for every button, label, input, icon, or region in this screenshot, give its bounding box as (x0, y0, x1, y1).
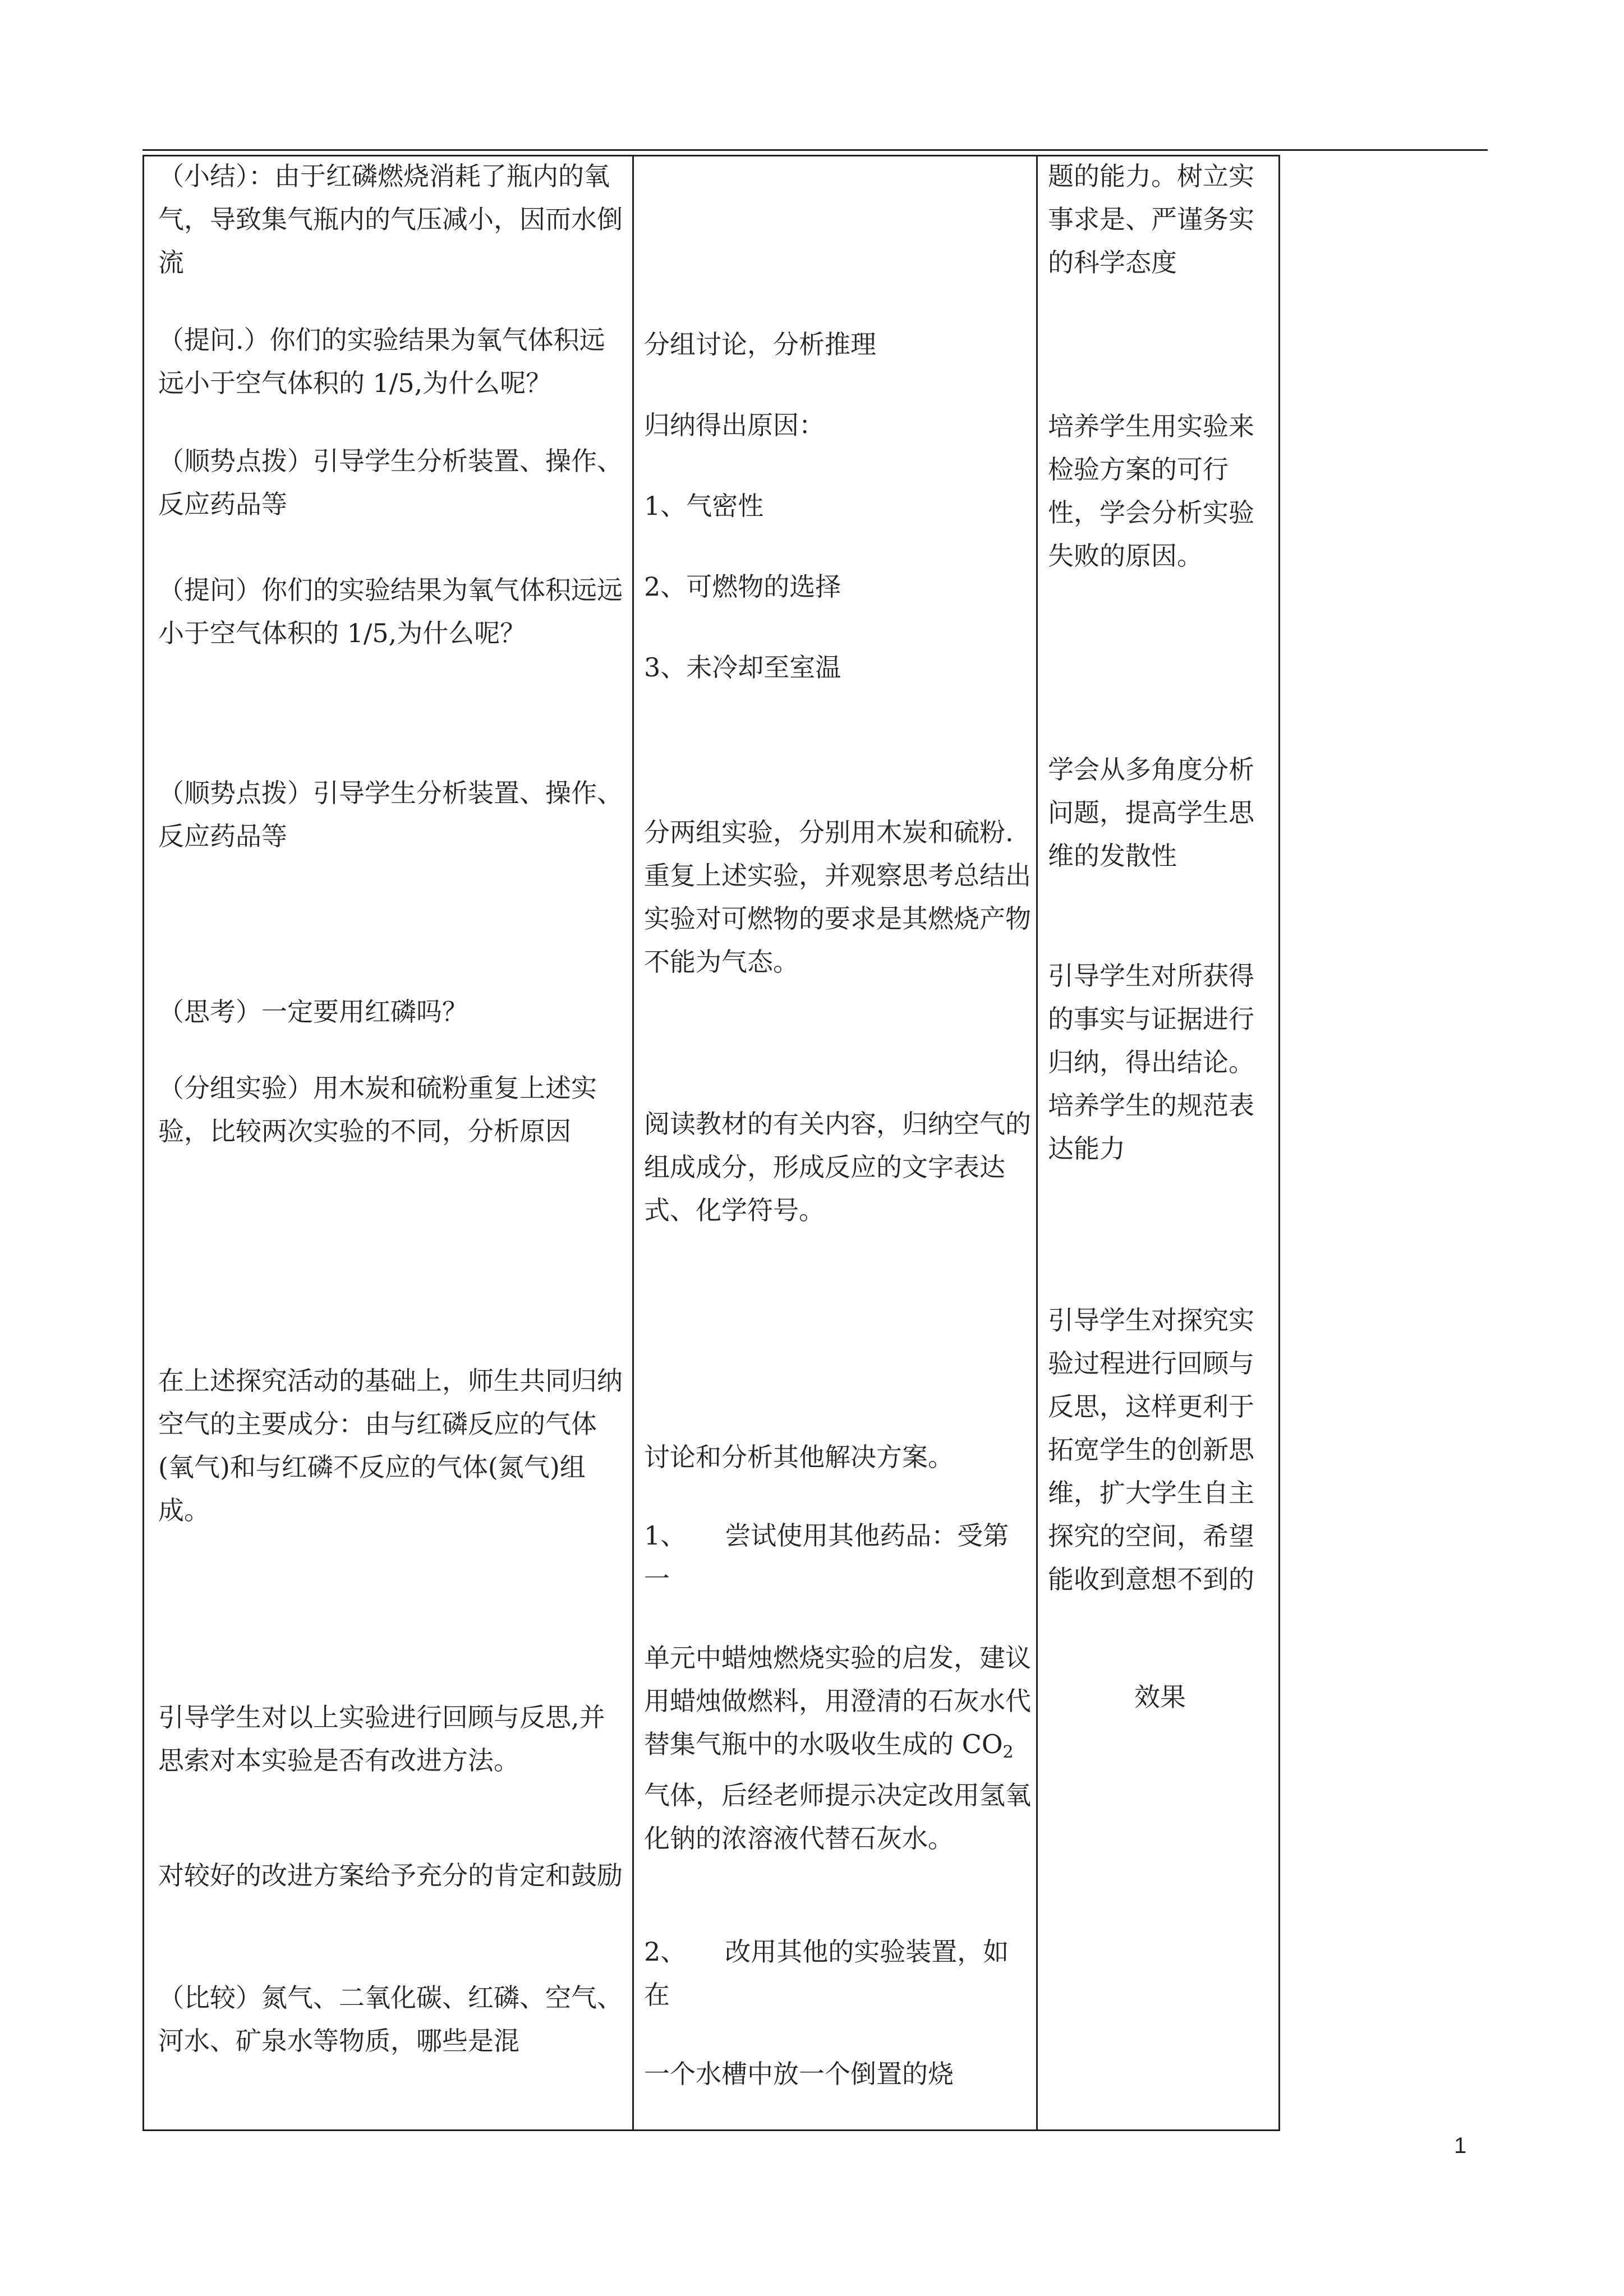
reflection-text: 引导学生对以上实验进行回顾与反思,并思索对本实验是否有改进方法。 (158, 1702, 605, 1776)
question-text-1: （提问.）你们的实验结果为氧气体积远远小于空气体积的 1/5,为什么呢？ (158, 325, 605, 398)
group-experiment-text: （分组实验）用木炭和硫粉重复上述实验，比较两次实验的不同，分析原因 (158, 1073, 597, 1146)
solution-item-1: 1、 尝试使用其他药品：受第一 (644, 1520, 1009, 1594)
summary-text: （小结）：由于红磷燃烧消耗了瓶内的氧气，导致集气瓶内的气压减小，因而水倒流 (158, 161, 623, 278)
discussion-text: 分组讨论，分析推理 (644, 329, 876, 359)
praise-text: 对较好的改进方案给予充分的肯定和鼓励 (158, 1860, 623, 1891)
question-text-2: （提问）你们的实验结果为氧气体积远远小于空气体积的 1/5,为什么呢？ (158, 575, 623, 648)
conclusion-heading: 归纳得出原因： (644, 410, 825, 440)
think-text: （思考）一定要用红磷吗？ (158, 997, 468, 1027)
reason-item-2: 2、可燃物的选择 (644, 571, 841, 602)
solution-detail-text: 单元中蜡烛燃烧实验的启发，建议用蜡烛做燃料，用澄清的石灰水代替集气瓶中的水吸收生成的 $CO_2$气体，后经老师提示决定改用氢氧化钠的浓溶液代替石灰水。 (644, 1643, 1031, 1854)
column-divider-2 (1036, 155, 1038, 2131)
reason-item-1: 1、气密性 (644, 491, 764, 521)
intent-text-3: 学会从多角度分析问题，提高学生思维的发散性 (1048, 754, 1254, 871)
apparatus-text: 一个水槽中放一个倒置的烧 (644, 2059, 954, 2089)
intent-text-5: 引导学生对探究实验过程进行回顾与反思，这样更利于拓宽学生的创新思维，扩大学生自主探究的空间，希望能收到意想不到的 (1048, 1305, 1254, 1594)
solution-item-2: 2、 改用其他的实验装置，如在 (644, 1937, 1009, 2010)
compare-text: （比较）氮气、二氧化碳、红磷、空气、河水、矿泉水等物质，哪些是混 (158, 1983, 623, 2056)
intent-text-1: 题的能力。树立实事求是、严谨务实的科学态度 (1048, 161, 1254, 278)
intent-text-2: 培养学生用实验来检验方案的可行性，学会分析实验失败的原因。 (1048, 411, 1254, 571)
column-divider-1 (632, 155, 634, 2131)
intent-text-4: 引导学生对所获得的事实与证据进行归纳，得出结论。培养学生的规范表达能力 (1048, 961, 1254, 1164)
solution-discussion-text: 讨论和分析其他解决方案。 (644, 1442, 954, 1472)
reading-text: 阅读教材的有关内容，归纳空气的组成成分，形成反应的文字表达式、化学符号。 (644, 1109, 1031, 1225)
intent-text-6: 效果 (1134, 1682, 1186, 1712)
reason-item-3: 3、未冷却至室温 (644, 652, 841, 683)
header-rule (142, 149, 1488, 151)
two-group-experiment-text: 分两组实验，分别用木炭和硫粉.重复上述实验，并观察思考总结出实验对可燃物的要求是其燃烧产物不能为气态。 (644, 817, 1031, 977)
hint-text-1: （顺势点拨）引导学生分析装置、操作、反应药品等 (158, 446, 623, 519)
composition-summary-text: 在上述探究活动的基础上，师生共同归纳空气的主要成分：由与红磷反应的气体(氧气)和与红磷不反应的气体(氮气)组成。 (158, 1366, 623, 1525)
hint-text-2: （顺势点拨）引导学生分析装置、操作、反应药品等 (158, 778, 623, 851)
page-number: 1 (1454, 2133, 1467, 2158)
